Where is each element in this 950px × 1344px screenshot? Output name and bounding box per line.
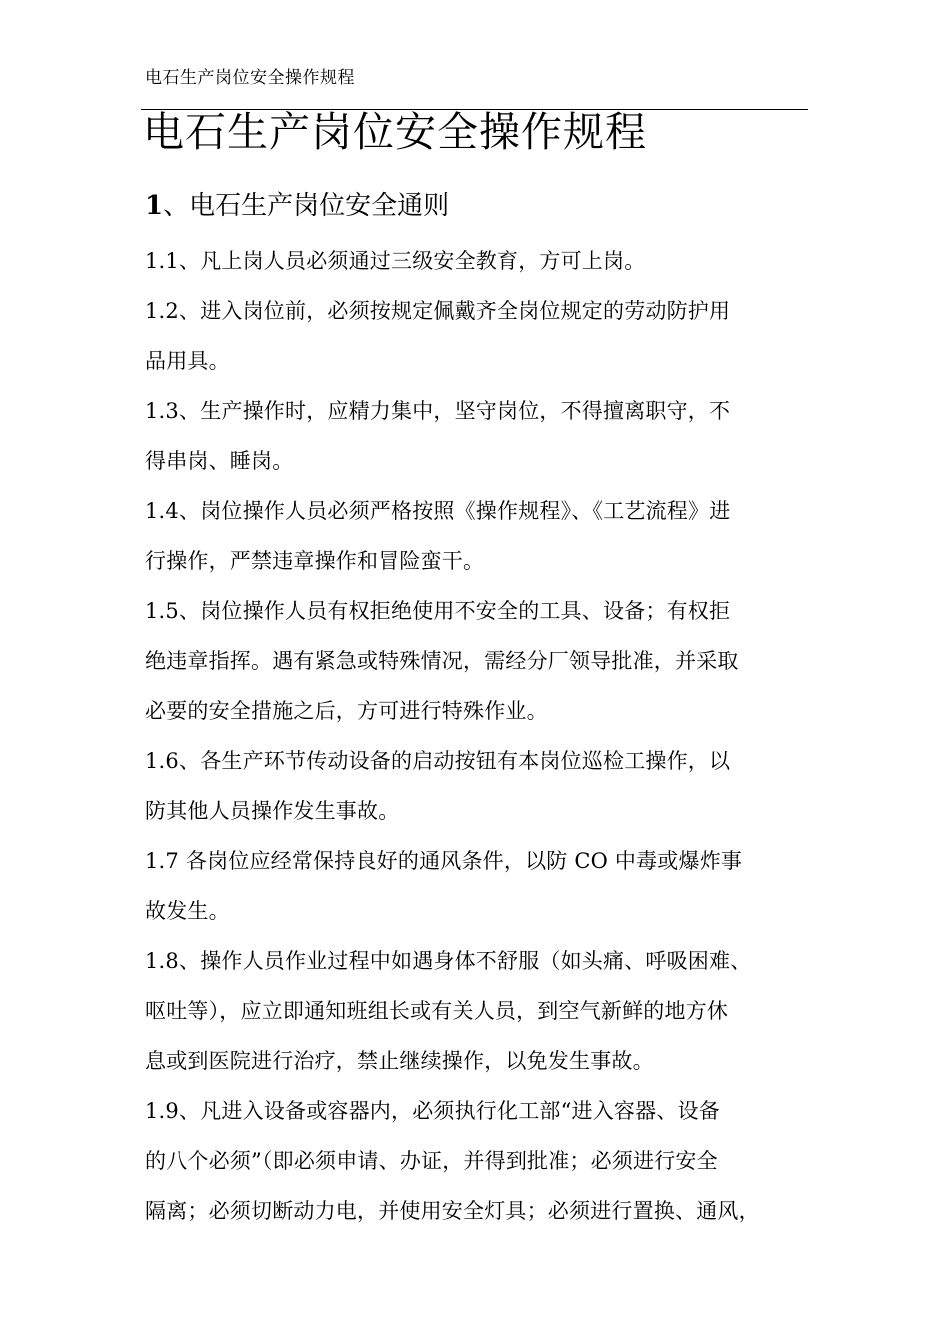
text-line: 行操作，严禁违章操作和冒险蛮干。 (145, 549, 485, 573)
text-line: 必要的安全措施之后，方可进行特殊作业。 (145, 699, 548, 723)
paragraph-1-5 (145, 586, 808, 736)
text-line: 的八个必须”（即必须申请、办证，并得到批准；必须进行安全 (145, 1149, 718, 1173)
text-line: 1.7 各岗位应经常保持良好的通风条件，以防 CO 中毒或爆炸事 (145, 849, 743, 873)
text-line: 1.2、进入岗位前，必须按规定佩戴齐全岗位规定的劳动防护用 (145, 299, 731, 323)
paragraph-1-8 (145, 936, 808, 1086)
text-line: 呕吐等），应立即通知班组长或有关人员，到空气新鲜的地方休 (145, 999, 729, 1023)
body-text (145, 236, 808, 1236)
text-line: 故发生。 (145, 899, 230, 923)
paragraph-1-9 (145, 1086, 808, 1236)
text-line: 防其他人员操作发生事故。 (145, 799, 400, 823)
paragraph-1-6 (145, 736, 808, 836)
paragraph-1-7 (145, 836, 808, 936)
text-line: 1.4、岗位操作人员必须严格按照《操作规程》、《工艺流程》进 (145, 499, 731, 523)
section-heading (145, 186, 449, 226)
running-header: 电石生产岗位安全操作规程 (145, 68, 355, 88)
section-title: 、电石生产岗位安全通则 (163, 191, 450, 221)
text-line: 1.9、凡进入设备或容器内，必须执行化工部“进入容器、设备 (145, 1099, 720, 1123)
text-line: 1.1、凡上岗人员必须通过三级安全教育，方可上岗。 (145, 249, 646, 273)
text-line: 1.5、岗位操作人员有权拒绝使用不安全的工具、设备；有权拒 (145, 599, 731, 623)
text-line: 隔离；必须切断动力电，并使用安全灯具；必须进行置换、通风， (145, 1199, 760, 1223)
document-title: 电石生产岗位安全操作规程 (143, 108, 647, 156)
paragraph-1-4 (145, 486, 808, 586)
paragraph-1-1 (145, 236, 808, 286)
paragraph-1-2 (145, 286, 808, 386)
text-line: 1.8、操作人员作业过程中如遇身体不舒服（如头痛、呼吸困难、 (145, 949, 752, 973)
paragraph-1-3 (145, 386, 808, 486)
text-line: 绝违章指挥。遇有紧急或特殊情况，需经分厂领导批准，并采取 (145, 649, 739, 673)
text-line: 息或到医院进行治疗，禁止继续操作，以免发生事故。 (145, 1049, 654, 1073)
section-number: 1 (145, 191, 164, 221)
text-line: 1.3、生产操作时，应精力集中，坚守岗位，不得擅离职守，不 (145, 399, 731, 423)
text-line: 1.6、各生产环节传动设备的启动按钮有本岗位巡检工操作，以 (145, 749, 731, 773)
text-line: 得串岗、睡岗。 (145, 449, 294, 473)
text-line: 品用具。 (145, 349, 230, 373)
